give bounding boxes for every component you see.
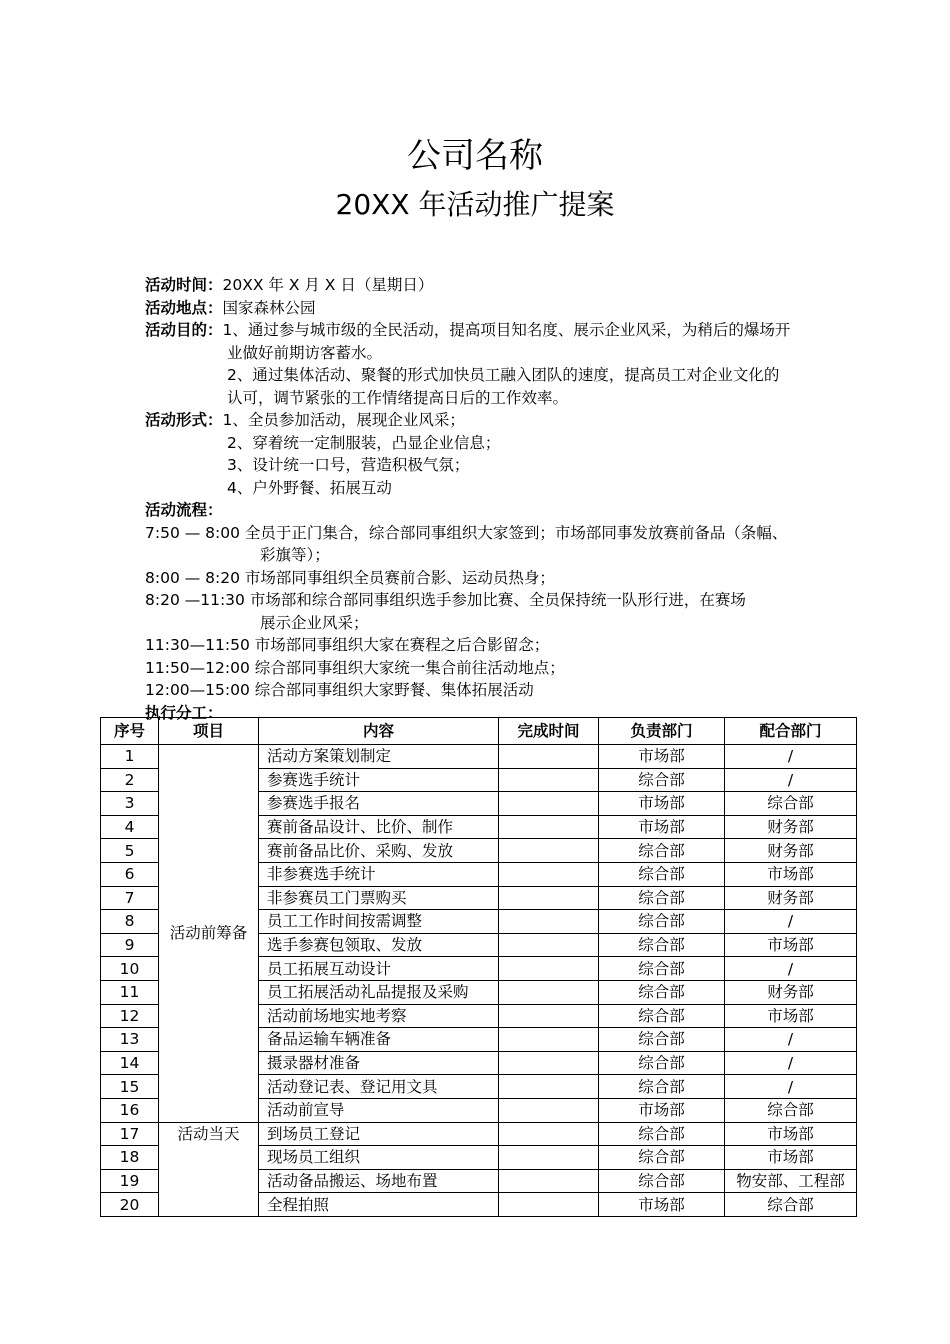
- row-time: [499, 910, 599, 934]
- row-support: /: [725, 1051, 857, 1075]
- row-owner: 综合部: [599, 768, 725, 792]
- row-content: 赛前备品设计、比价、制作: [259, 815, 499, 839]
- division-table: [100, 717, 857, 1217]
- row-support: 物安部、工程部: [725, 1169, 857, 1193]
- row-support: /: [725, 1075, 857, 1099]
- row-content: 备品运输车辆准备: [259, 1028, 499, 1052]
- row-time: [499, 745, 599, 769]
- row-no: 13: [101, 1028, 159, 1052]
- row-no: 16: [101, 1098, 159, 1122]
- row-owner: 综合部: [599, 980, 725, 1004]
- row-owner: 综合部: [599, 862, 725, 886]
- row-content: 员工工作时间按需调整: [259, 910, 499, 934]
- flow-label: 活动流程：: [145, 501, 223, 519]
- row-content: 员工拓展互动设计: [259, 957, 499, 981]
- row-support: 综合部: [725, 1098, 857, 1122]
- row-owner: 综合部: [599, 933, 725, 957]
- row-content: 选手参赛包领取、发放: [259, 933, 499, 957]
- header-content: 内容: [259, 718, 499, 745]
- activity-info: [145, 274, 825, 724]
- table-row: [101, 745, 857, 769]
- division-label: 执行分工：: [145, 703, 223, 722]
- flow-item-1: 7:50 — 8:00 全员于正门集合，综合部同事组织大家签到；市场部同事发放赛前备品（条幅、: [145, 523, 788, 542]
- time-label: 活动时间：: [145, 276, 223, 294]
- row-time: [499, 1098, 599, 1122]
- flow-item-1-cont: 彩旗等）；: [260, 546, 330, 564]
- row-owner: 综合部: [599, 1122, 725, 1146]
- row-no: 5: [101, 839, 159, 863]
- row-support: /: [725, 1028, 857, 1052]
- row-content: 员工拓展活动礼品提报及采购: [259, 980, 499, 1004]
- flow-item-6: 12:00—15:00 综合部同事组织大家野餐、集体拓展活动: [145, 681, 534, 699]
- row-no: 7: [101, 886, 159, 910]
- flow-item-3: 8:20 —11:30 市场部和综合部同事组织选手参加比赛、全员保持统一队形行进，在赛场: [145, 591, 746, 609]
- row-support: 财务部: [725, 886, 857, 910]
- place-label: 活动地点：: [145, 298, 223, 317]
- table-header-row: [101, 718, 857, 745]
- group-event-day: 活动当天: [159, 1122, 259, 1216]
- row-time: [499, 1122, 599, 1146]
- row-owner: 市场部: [599, 745, 725, 769]
- row-content: 参赛选手报名: [259, 792, 499, 816]
- row-owner: 综合部: [599, 957, 725, 981]
- form-item-3: 3、设计统一口号，营造积极气氛；: [227, 456, 470, 474]
- row-time: [499, 957, 599, 981]
- row-support: /: [725, 768, 857, 792]
- row-owner: 综合部: [599, 1051, 725, 1075]
- flow-item-2: 8:00 — 8:20 市场部同事组织全员赛前合影、运动员热身；: [145, 568, 555, 587]
- row-time: [499, 792, 599, 816]
- row-content: 活动登记表、登记用文具: [259, 1075, 499, 1099]
- row-no: 14: [101, 1051, 159, 1075]
- row-time: [499, 1075, 599, 1099]
- document-title: 20XX 年活动推广提案: [335, 188, 615, 221]
- row-time: [499, 768, 599, 792]
- row-content: 非参赛员工门票购买: [259, 886, 499, 910]
- row-no: 15: [101, 1075, 159, 1099]
- row-owner: 综合部: [599, 886, 725, 910]
- purpose-label: 活动目的：: [145, 321, 223, 339]
- row-no: 19: [101, 1169, 159, 1193]
- place-value: 国家森林公园: [222, 298, 316, 317]
- row-content: 活动备品搬运、场地布置: [259, 1169, 499, 1193]
- flow-row: [145, 499, 825, 522]
- row-support: 市场部: [725, 1004, 857, 1028]
- header-project: 项目: [159, 718, 259, 745]
- row-time: [499, 1146, 599, 1170]
- purpose-1b: 业做好前期访客蓄水。: [227, 343, 383, 362]
- row-owner: 综合部: [599, 1028, 725, 1052]
- row-no: 11: [101, 980, 159, 1004]
- row-owner: 市场部: [599, 1098, 725, 1122]
- form-item-4: 4、户外野餐、拓展互动: [227, 478, 392, 497]
- row-time: [499, 1004, 599, 1028]
- header-owner: 负责部门: [599, 718, 725, 745]
- group-pre-event: 活动前筹备: [159, 745, 259, 1123]
- row-support: 财务部: [725, 839, 857, 863]
- row-no: 4: [101, 815, 159, 839]
- row-owner: 综合部: [599, 1169, 725, 1193]
- row-time: [499, 933, 599, 957]
- row-support: 综合部: [725, 1193, 857, 1217]
- purpose-row: [145, 319, 825, 342]
- row-owner: 综合部: [599, 1075, 725, 1099]
- row-time: [499, 862, 599, 886]
- company-name: 公司名称: [407, 136, 543, 176]
- row-no: 2: [101, 768, 159, 792]
- form-item-2: 2、穿着统一定制服装，凸显企业信息；: [227, 433, 501, 452]
- purpose-1a: 1、通过参与城市级的全民活动，提高项目知名度、展示企业风采，为稍后的爆场开: [222, 321, 791, 339]
- row-no: 3: [101, 792, 159, 816]
- row-time: [499, 815, 599, 839]
- flow-item-5: 11:50—12:00 综合部同事组织大家统一集合前往活动地点；: [145, 658, 565, 677]
- row-no: 12: [101, 1004, 159, 1028]
- header-time: 完成时间: [499, 718, 599, 745]
- row-content: 现场员工组织: [259, 1146, 499, 1170]
- row-time: [499, 1051, 599, 1075]
- time-value: 20XX 年 X 月 X 日（星期日）: [222, 276, 434, 294]
- row-content: 到场员工登记: [259, 1122, 499, 1146]
- row-support: 市场部: [725, 862, 857, 886]
- row-support: 市场部: [725, 1122, 857, 1146]
- row-content: 活动前宣导: [259, 1098, 499, 1122]
- form-item-1: 1、全员参加活动，展现企业风采；: [222, 411, 465, 429]
- table-row: [101, 1122, 857, 1146]
- row-content: 赛前备品比价、采购、发放: [259, 839, 499, 863]
- row-time: [499, 980, 599, 1004]
- flow-item-3-cont: 展示企业风采；: [260, 613, 369, 632]
- row-support: 市场部: [725, 1146, 857, 1170]
- purpose-2a: 2、通过集体活动、聚餐的形式加快员工融入团队的速度，提高员工对企业文化的: [227, 366, 780, 384]
- row-owner: 市场部: [599, 815, 725, 839]
- row-support: /: [725, 745, 857, 769]
- row-time: [499, 1169, 599, 1193]
- header-no: 序号: [101, 718, 159, 745]
- row-owner: 综合部: [599, 910, 725, 934]
- row-owner: 综合部: [599, 1146, 725, 1170]
- row-content: 活动前场地实地考察: [259, 1004, 499, 1028]
- row-time: [499, 839, 599, 863]
- row-content: 摄录器材准备: [259, 1051, 499, 1075]
- row-no: 1: [101, 745, 159, 769]
- purpose-2b: 认可，调节紧张的工作情绪提高日后的工作效率。: [227, 388, 569, 407]
- row-no: 18: [101, 1146, 159, 1170]
- row-time: [499, 886, 599, 910]
- row-content: 全程拍照: [259, 1193, 499, 1217]
- row-support: /: [725, 910, 857, 934]
- header-support: 配合部门: [725, 718, 857, 745]
- row-content: 参赛选手统计: [259, 768, 499, 792]
- row-support: 财务部: [725, 980, 857, 1004]
- row-owner: 综合部: [599, 1004, 725, 1028]
- row-no: 6: [101, 862, 159, 886]
- flow-item-4: 11:30—11:50 市场部同事组织大家在赛程之后合影留念；: [145, 636, 550, 654]
- row-time: [499, 1193, 599, 1217]
- row-support: 综合部: [725, 792, 857, 816]
- form-label: 活动形式：: [145, 411, 223, 429]
- row-owner: 综合部: [599, 839, 725, 863]
- row-owner: 市场部: [599, 1193, 725, 1217]
- row-no: 20: [101, 1193, 159, 1217]
- row-no: 10: [101, 957, 159, 981]
- row-support: /: [725, 957, 857, 981]
- row-content: 非参赛选手统计: [259, 862, 499, 886]
- row-support: 财务部: [725, 815, 857, 839]
- row-content: 活动方案策划制定: [259, 745, 499, 769]
- row-support: 市场部: [725, 933, 857, 957]
- place-row: [145, 297, 825, 320]
- row-no: 8: [101, 910, 159, 934]
- row-time: [499, 1028, 599, 1052]
- time-row: [145, 274, 825, 297]
- row-owner: 市场部: [599, 792, 725, 816]
- row-no: 17: [101, 1122, 159, 1146]
- form-row: [145, 409, 825, 432]
- row-no: 9: [101, 933, 159, 957]
